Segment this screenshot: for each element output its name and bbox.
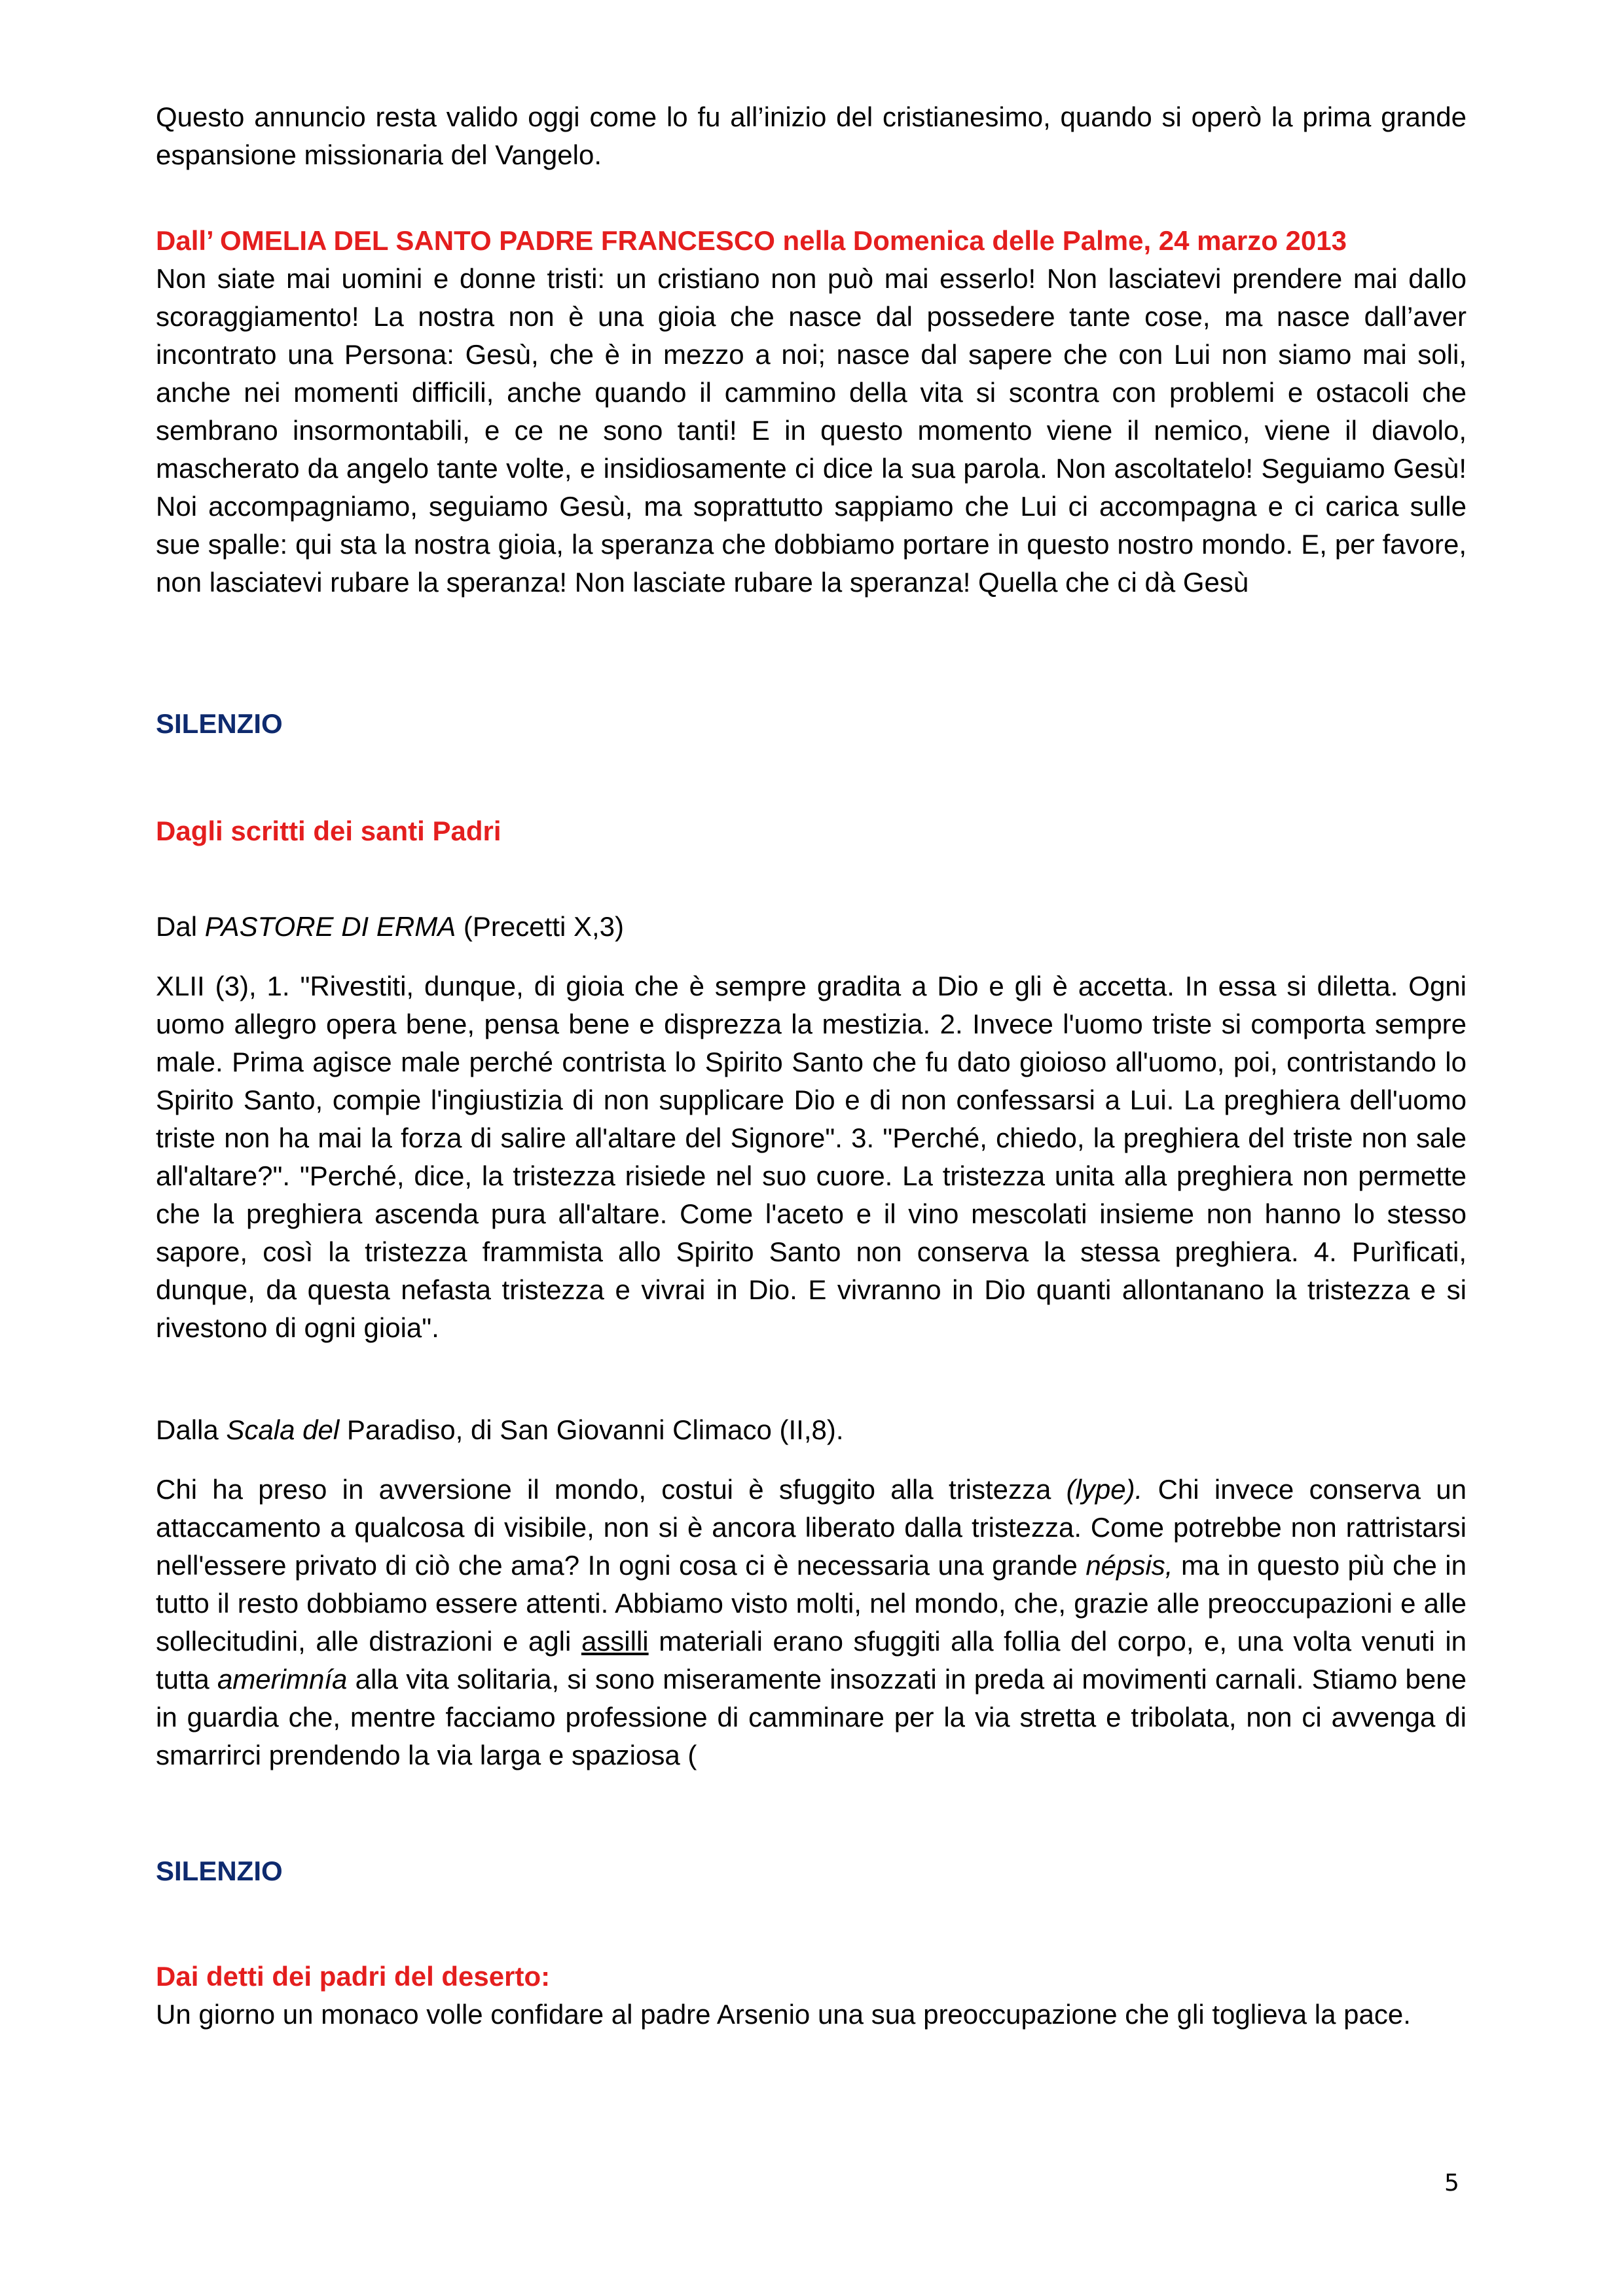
scala-text-5: alla vita solitaria, si sono miseramente insozzati in preda ai movimenti carnali. Stiamo bene in guardia che, mentre facciamo professione di camminare per la via stretta e tribolata, non ci avvenga di smarrirci prendendo la via larga e spaziosa ( bbox=[156, 1664, 1467, 1770]
scala-text-2: Chi invece conserva un attaccamento a qualcosa di visibile, non si è ancora liberato dalla tristezza. Come potrebbe non rattristarsi nell'essere privato di ciò che ama? In ogni cosa ci è necessaria una grande bbox=[156, 1474, 1467, 1581]
silenzio-heading-1 bbox=[156, 705, 1467, 743]
silenzio-label-2: SILENZIO bbox=[156, 1856, 283, 1886]
omelia-text: Non siate mai uomini e donne tristi: un cristiano non può mai esserlo! Non lasciatevi prendere mai dallo scoraggiamento! La nostra non è una gioia che nasce dal possedere tante cose, ma nasce dall’aver incontrato una Persona: Gesù, che è in mezzo a noi; nasce dal sapere che con Lui non siamo mai soli, anche nei momenti difficili, anche quando il cammino della vita si scontra con problemi e ostacoli che sembrano insormontabili, e ce ne sono tanti! E in questo momento viene il nemico, viene il diavolo, mascherato da angelo tante volte, e insidiosamente ci dice la sua parola. Non ascoltatelo! Seguiamo Gesù! Noi accompagniamo, seguiamo Gesù, ma soprattutto sappiamo che Lui ci accompagna e ci carica sulle sue spalle: qui sta la nostra gioia, la speranza che dobbiamo portare in questo nostro mondo. E, per favore, non lasciatevi rubare la speranza! Non lasciate rubare la speranza! Quella che ci dà Gesù bbox=[156, 263, 1467, 598]
scala-italic-lype: (lype). bbox=[1066, 1474, 1143, 1505]
deserto-text: Un giorno un monaco volle confidare al padre Arsenio una sua preoccupazione che gli toglieva la pace. bbox=[156, 1999, 1411, 2030]
omelia-section bbox=[156, 222, 1467, 601]
page-number: 5 bbox=[1444, 2170, 1459, 2197]
erma-ref-prefix: Dal bbox=[156, 911, 205, 942]
scala-italic-nepsis: népsis, bbox=[1085, 1550, 1173, 1581]
erma-ref-title: PASTORE DI ERMA bbox=[204, 911, 456, 942]
scala-ref-prefix: Dalla bbox=[156, 1414, 227, 1445]
deserto-section bbox=[156, 1958, 1467, 2034]
padri-heading-block bbox=[156, 812, 1467, 850]
deserto-heading: Dai detti dei padri del deserto: bbox=[156, 1961, 551, 1992]
scala-ref-suffix: Paradiso, di San Giovanni Climaco (II,8). bbox=[339, 1414, 844, 1445]
silenzio-label-1: SILENZIO bbox=[156, 708, 283, 739]
erma-reference bbox=[156, 908, 1467, 946]
scala-reference bbox=[156, 1411, 1467, 1449]
intro-text: Questo annuncio resta valido oggi come lo fu all’inizio del cristianesimo, quando si operò la prima grande espansione missionaria del Vangelo. bbox=[156, 101, 1467, 170]
erma-ref-suffix: (Precetti X,3) bbox=[456, 911, 624, 942]
padri-heading: Dagli scritti dei santi Padri bbox=[156, 816, 501, 846]
erma-text: XLII (3), 1. "Rivestiti, dunque, di gioia che è sempre gradita a Dio e gli è accetta. In essa si diletta. Ogni uomo allegro opera bene, pensa bene e disprezza la mestizia. 2. Invece l'uomo triste si comporta sempre male. Prima agisce male perché contrista lo Spirito Santo che fu dato gioioso all'uomo, poi, contristando lo Spirito Santo, compie l'ingiustizia di non supplicare Dio e di non confessarsi a Lui. La preghiera dell'uomo triste non ha mai la forza di salire all'altare del Signore". 3. "Perché, chiedo, la preghiera del triste non sale all'altare?". "Perché, dice, la tristezza risiede nel suo cuore. La tristezza unita alla preghiera non permette che la preghiera ascenda pura all'altare. Come l'aceto e il vino mescolati insieme non hanno lo stesso sapore, così la tristezza frammista allo Spirito Santo non conserva la stessa preghiera. 4. Purìficati, dunque, da questa nefasta tristezza e vivrai in Dio. E vivranno in Dio quanti allontanano la tristezza e si rivestono di ogni gioia". bbox=[156, 971, 1467, 1343]
erma-paragraph bbox=[156, 967, 1467, 1347]
silenzio-heading-2 bbox=[156, 1852, 1467, 1890]
scala-italic-amerimnia: amerimnía bbox=[217, 1664, 348, 1695]
scala-paragraph bbox=[156, 1471, 1467, 1774]
scala-ref-title: Scala del bbox=[226, 1414, 340, 1445]
omelia-heading: Dall’ OMELIA DEL SANTO PADRE FRANCESCO nella Domenica delle Palme, 24 marzo 2013 bbox=[156, 225, 1347, 256]
scala-text-1: Chi ha preso in avversione il mondo, costui è sfuggito alla tristezza bbox=[156, 1474, 1067, 1505]
scala-text-3: ma in questo più che in tutto il resto dobbiamo essere attenti. Abbiamo visto molti, nel mondo, che, grazie alle preoccupazioni e alle sollecitudini, alle distrazioni e agli bbox=[156, 1550, 1467, 1657]
scala-underlined-assilli: assilli bbox=[581, 1626, 649, 1657]
intro-paragraph bbox=[156, 98, 1467, 174]
scala-text-4: materiali erano sfuggiti alla follia del corpo, e, una volta venuti in tutta bbox=[156, 1626, 1467, 1695]
